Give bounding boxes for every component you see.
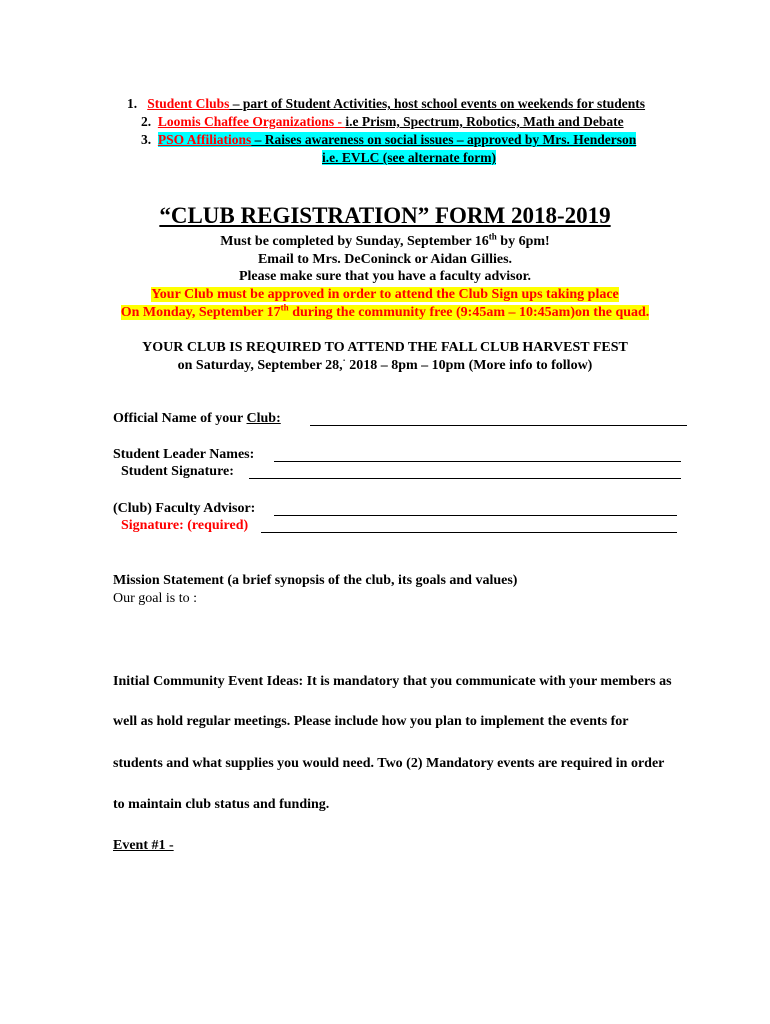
student-clubs-desc: – part of Student Activities, host school events on weekends for students (229, 96, 646, 111)
leader-names-label: Student Leader Names: (113, 447, 255, 462)
approval-time: during the community free (9:45am – 10:45am)on the quad. (288, 305, 650, 320)
loomis-orgs-label: Loomis Chaffee Organizations - (157, 114, 346, 129)
deadline-line (0, 233, 770, 251)
event-ideas-line4: to maintain club status and funding. (113, 797, 330, 812)
harvest-time: 2018 – 8pm – 10pm (More info to follow) (345, 358, 593, 373)
official-name-input[interactable] (310, 412, 687, 426)
list-number: 2. (141, 114, 152, 129)
loomis-orgs-desc: i.e Prism, Spectrum, Robotics, Math and Debate (345, 114, 624, 129)
pso-affiliations-label: PSO Affiliations (157, 132, 252, 147)
harvest-date: on Saturday, September 28, (177, 358, 343, 373)
list-item-pso-affiliations (141, 131, 636, 148)
leader-names-input[interactable] (274, 448, 681, 462)
page-title: “CLUB REGISTRATION” FORM 2018-2019 (159, 203, 611, 228)
harvest-fest-line1: YOUR CLUB IS REQUIRED TO ATTEND THE FALL CLUB HARVEST FEST (142, 340, 628, 355)
list-item-loomis-orgs (141, 113, 624, 130)
deadline-sup: th (488, 231, 497, 242)
approval-notice-line2 (0, 304, 770, 322)
pso-affiliations-desc: – Raises awareness on social issues – approved by Mrs. Henderson (251, 132, 637, 147)
list-number: 3. (141, 132, 152, 147)
approval-sup: th (280, 302, 289, 313)
approval-date: On Monday, September 17 (120, 305, 281, 320)
event-ideas-line2: well as hold regular meetings. Please include how you plan to implement the events for (113, 714, 629, 729)
list-number: 1. (127, 96, 138, 111)
official-name-label-club: Club: (246, 411, 281, 426)
advisor-signature-input[interactable] (261, 519, 677, 533)
mission-statement-label: Mission Statement (a brief synopsis of the club, its goals and values) (113, 573, 518, 588)
official-name-field (113, 410, 281, 428)
faculty-advisor-input[interactable] (274, 502, 677, 516)
harvest-fest-line2 (0, 357, 770, 375)
advisor-signature-label: Signature: (required) (121, 518, 249, 533)
event-ideas-line1: Initial Community Event Ideas: It is mandatory that you communicate with your members as (113, 674, 672, 689)
pso-example-line (322, 149, 496, 166)
approval-text: Your Club must be approved in order to attend the Club Sign ups taking place (151, 287, 619, 302)
deadline-text-post: by 6pm! (496, 234, 550, 249)
harvest-mark: · (342, 355, 346, 366)
deadline-text: Must be completed by Sunday, September 16 (220, 234, 489, 249)
email-line: Email to Mrs. DeConinck or Aidan Gillies. (257, 252, 513, 267)
student-signature-input[interactable] (249, 465, 681, 479)
event-ideas-line3: students and what supplies you would need. Two (2) Mandatory events are required in order (113, 756, 665, 771)
list-item-student-clubs (127, 95, 645, 112)
official-name-label: Official Name of your (113, 411, 247, 426)
pso-example: i.e. EVLC (see alternate form) (322, 150, 496, 165)
mission-statement-input[interactable]: Our goal is to : (113, 591, 197, 606)
approval-notice-line1 (0, 286, 770, 304)
student-clubs-label: Student Clubs (147, 96, 230, 111)
advisor-note: Please make sure that you have a faculty advisor. (238, 269, 532, 284)
event-1-label: Event #1 - (113, 838, 174, 853)
event-1-input[interactable] (185, 837, 685, 957)
student-signature-label: Student Signature: (121, 464, 234, 479)
faculty-advisor-label: (Club) Faculty Advisor: (113, 501, 256, 516)
